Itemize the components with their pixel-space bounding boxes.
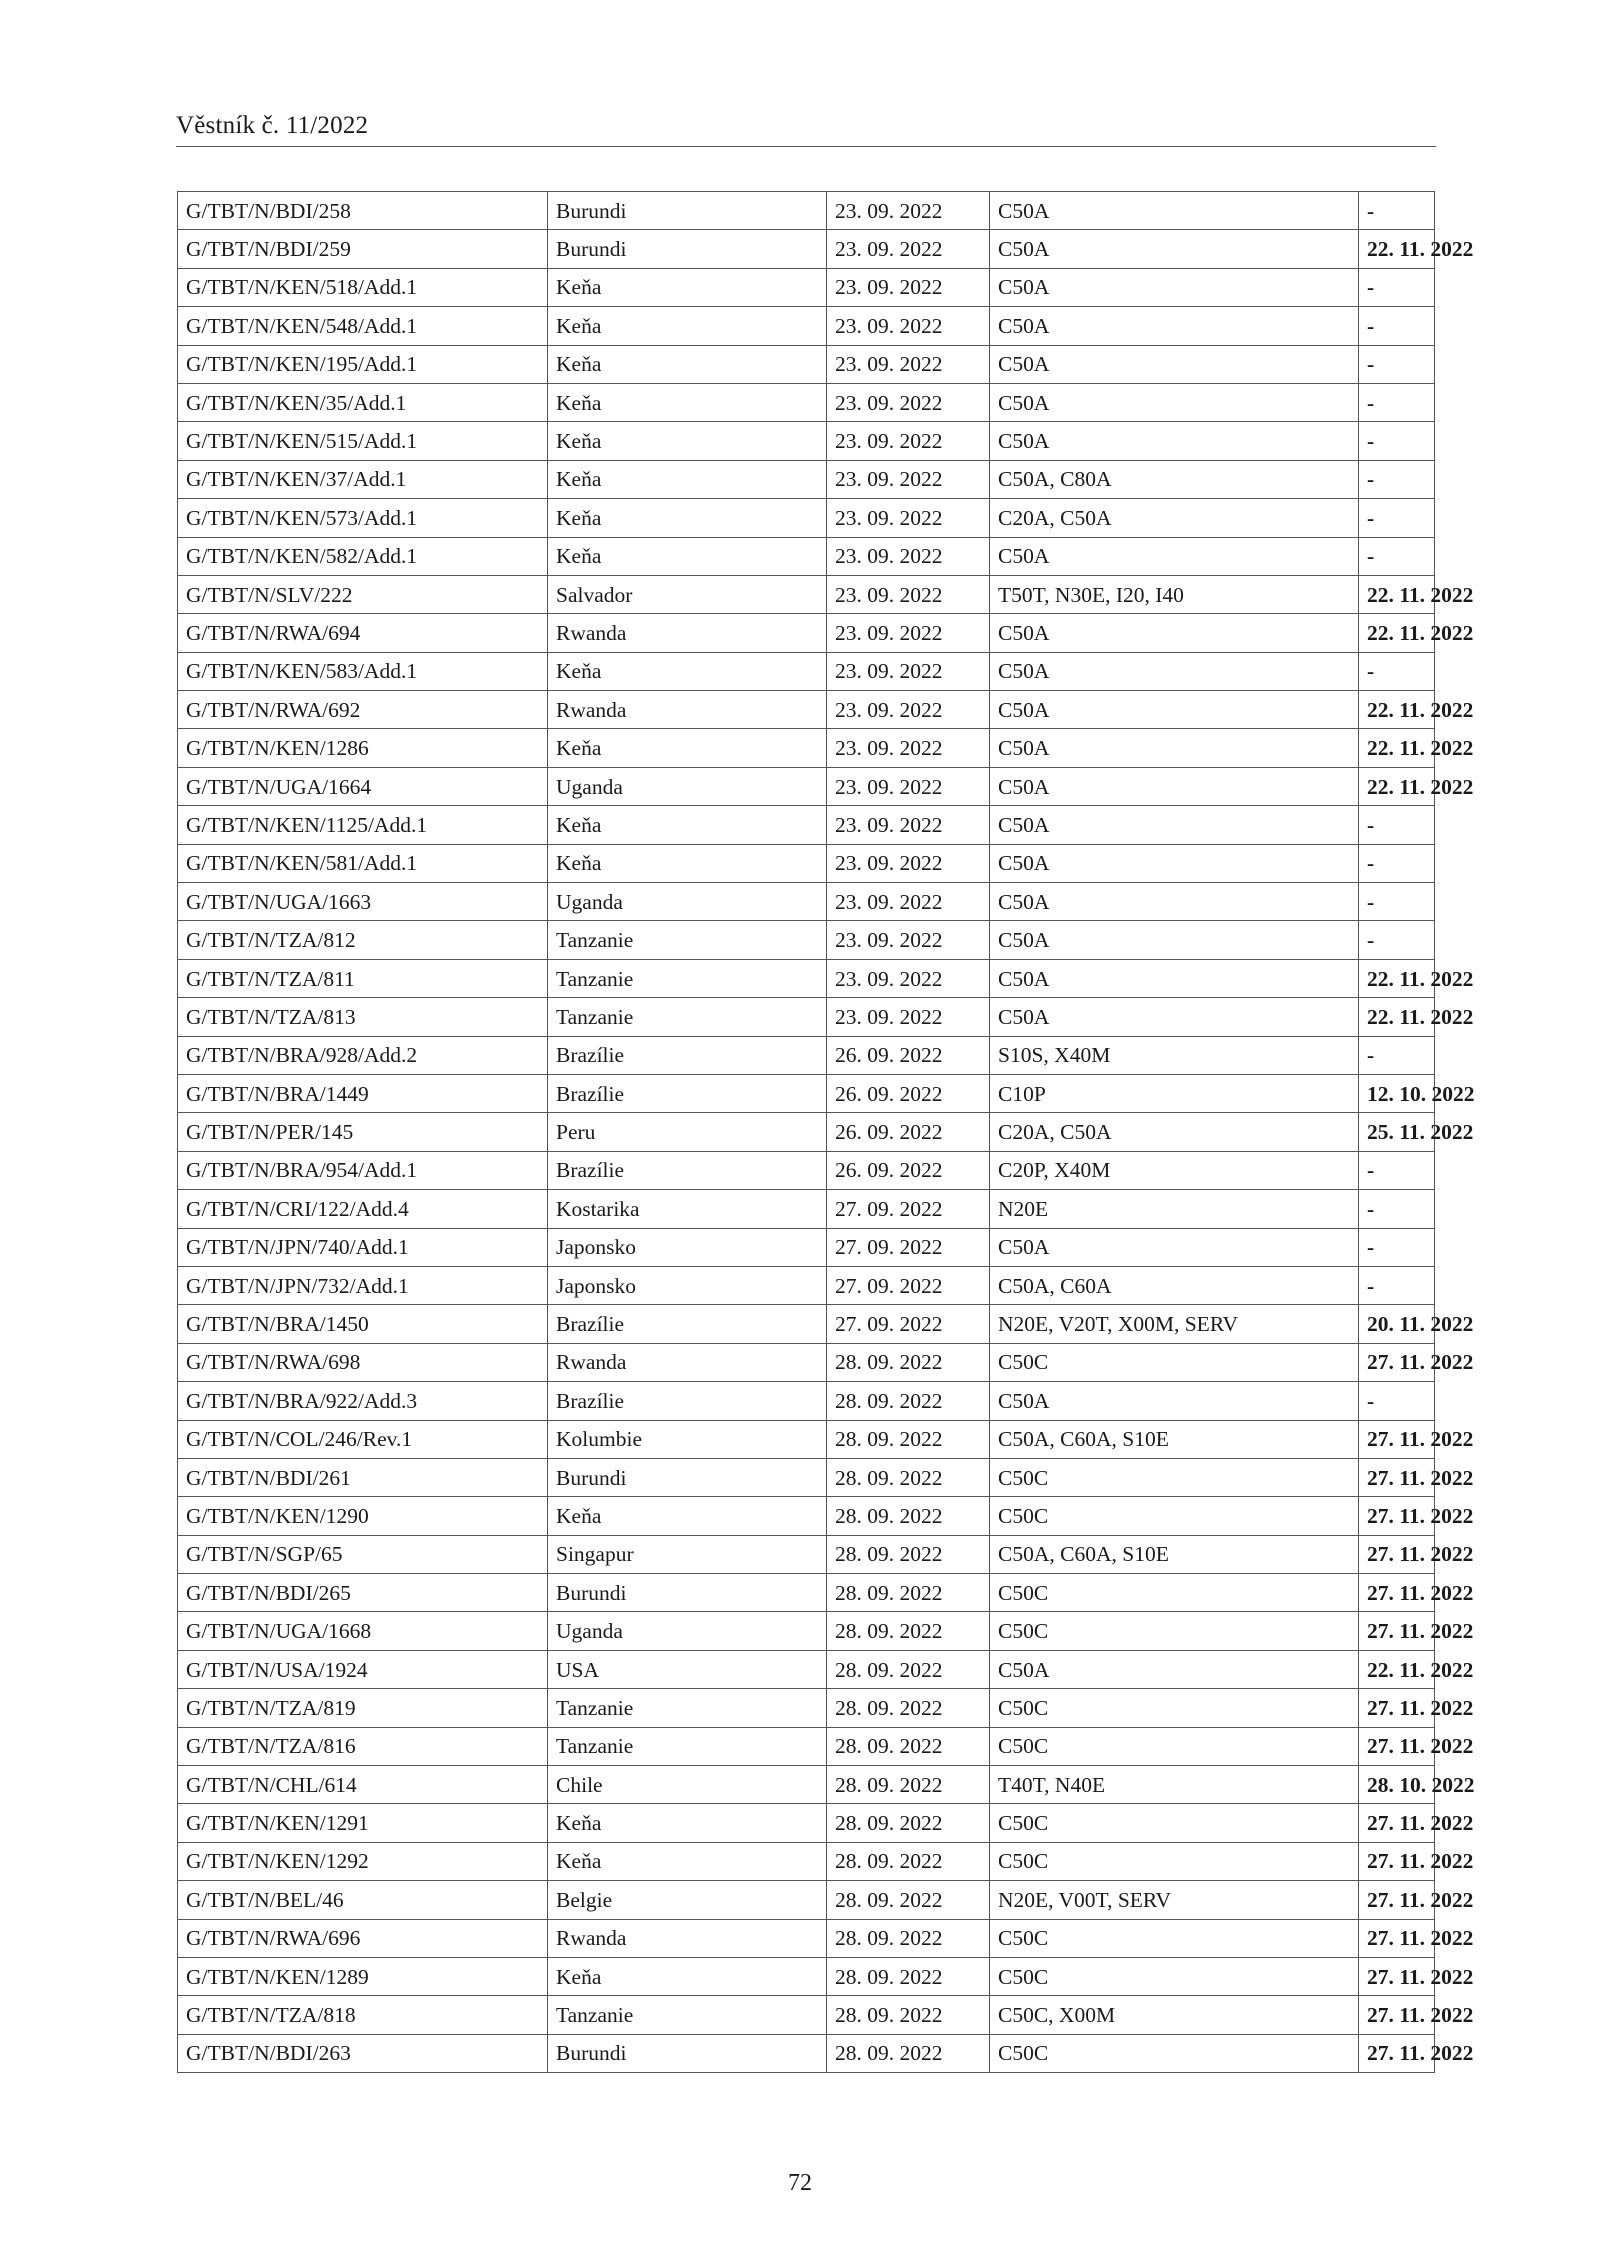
country-cell: Brazílie (548, 1036, 827, 1074)
country-cell: Tanzanie (548, 921, 827, 959)
table-row (178, 307, 1435, 345)
ics-code-cell: C50C (990, 1458, 1359, 1496)
country-cell: Burundi (548, 2034, 827, 2072)
notification-id-cell: G/TBT/N/TZA/813 (178, 998, 548, 1036)
country-cell: Keňa (548, 1497, 827, 1535)
country-cell: Brazílie (548, 1151, 827, 1189)
ics-code-cell: C50A (990, 691, 1359, 729)
notification-id-cell: G/TBT/N/RWA/696 (178, 1919, 548, 1957)
date-cell: 28. 09. 2022 (827, 1343, 990, 1381)
country-cell: Tanzanie (548, 1727, 827, 1765)
table-row (178, 1612, 1435, 1650)
country-cell: Brazílie (548, 1382, 827, 1420)
deadline-cell: - (1359, 499, 1435, 537)
table-row (178, 2034, 1435, 2072)
notification-id-cell: G/TBT/N/KEN/1286 (178, 729, 548, 767)
notification-id-cell: G/TBT/N/CHL/614 (178, 1766, 548, 1804)
date-cell: 23. 09. 2022 (827, 422, 990, 460)
deadline-cell: 27. 11. 2022 (1359, 1420, 1435, 1458)
deadline-cell: - (1359, 268, 1435, 306)
date-cell: 27. 09. 2022 (827, 1228, 990, 1266)
country-cell: Keňa (548, 307, 827, 345)
deadline-cell: 27. 11. 2022 (1359, 1842, 1435, 1880)
table-row (178, 959, 1435, 997)
country-cell: Tanzanie (548, 959, 827, 997)
table-row (178, 1343, 1435, 1381)
notification-id-cell: G/TBT/N/COL/246/Rev.1 (178, 1420, 548, 1458)
date-cell: 23. 09. 2022 (827, 844, 990, 882)
country-cell: Rwanda (548, 1919, 827, 1957)
deadline-cell: 27. 11. 2022 (1359, 1343, 1435, 1381)
deadline-cell: 27. 11. 2022 (1359, 1458, 1435, 1496)
table-row (178, 1151, 1435, 1189)
ics-code-cell: C50C (990, 1842, 1359, 1880)
ics-code-cell: C20A, C50A (990, 499, 1359, 537)
deadline-cell: 27. 11. 2022 (1359, 1919, 1435, 1957)
notification-id-cell: G/TBT/N/TZA/818 (178, 1996, 548, 2034)
table-row (178, 1458, 1435, 1496)
country-cell: Keňa (548, 1842, 827, 1880)
country-cell: Keňa (548, 652, 827, 690)
ics-code-cell: C50C (990, 2034, 1359, 2072)
deadline-cell: 27. 11. 2022 (1359, 1804, 1435, 1842)
deadline-cell: - (1359, 1036, 1435, 1074)
notification-id-cell: G/TBT/N/TZA/811 (178, 959, 548, 997)
table-row (178, 268, 1435, 306)
country-cell: Keňa (548, 806, 827, 844)
table-row (178, 921, 1435, 959)
deadline-cell: 22. 11. 2022 (1359, 614, 1435, 652)
table-row (178, 1382, 1435, 1420)
notification-id-cell: G/TBT/N/BDI/265 (178, 1574, 548, 1612)
ics-code-cell: T50T, N30E, I20, I40 (990, 575, 1359, 613)
table-row (178, 883, 1435, 921)
country-cell: Belgie (548, 1881, 827, 1919)
ics-code-cell: C50A (990, 614, 1359, 652)
date-cell: 23. 09. 2022 (827, 729, 990, 767)
date-cell: 28. 09. 2022 (827, 1535, 990, 1573)
notification-id-cell: G/TBT/N/KEN/518/Add.1 (178, 268, 548, 306)
notification-id-cell: G/TBT/N/KEN/581/Add.1 (178, 844, 548, 882)
date-cell: 28. 09. 2022 (827, 1996, 990, 2034)
deadline-cell: - (1359, 460, 1435, 498)
country-cell: Keňa (548, 729, 827, 767)
deadline-cell: 22. 11. 2022 (1359, 959, 1435, 997)
table-row (178, 1919, 1435, 1957)
table-row (178, 575, 1435, 613)
notification-id-cell: G/TBT/N/KEN/195/Add.1 (178, 345, 548, 383)
notification-id-cell: G/TBT/N/BDI/258 (178, 192, 548, 230)
date-cell: 26. 09. 2022 (827, 1074, 990, 1112)
country-cell: Singapur (548, 1535, 827, 1573)
deadline-cell: - (1359, 383, 1435, 421)
date-cell: 28. 09. 2022 (827, 1574, 990, 1612)
notification-id-cell: G/TBT/N/SLV/222 (178, 575, 548, 613)
date-cell: 28. 09. 2022 (827, 1689, 990, 1727)
table-row (178, 691, 1435, 729)
table-row (178, 192, 1435, 230)
table-row (178, 1842, 1435, 1880)
ics-code-cell: C50A (990, 383, 1359, 421)
date-cell: 23. 09. 2022 (827, 998, 990, 1036)
deadline-cell: - (1359, 921, 1435, 959)
date-cell: 28. 09. 2022 (827, 1727, 990, 1765)
notification-id-cell: G/TBT/N/BRA/1449 (178, 1074, 548, 1112)
ics-code-cell: C50A, C60A, S10E (990, 1535, 1359, 1573)
ics-code-cell: C50A (990, 192, 1359, 230)
deadline-cell: - (1359, 883, 1435, 921)
deadline-cell: 27. 11. 2022 (1359, 1689, 1435, 1727)
deadline-cell: 12. 10. 2022 (1359, 1074, 1435, 1112)
table-row (178, 1113, 1435, 1151)
table-row (178, 1420, 1435, 1458)
ics-code-cell: C50A (990, 537, 1359, 575)
ics-code-cell: N20E (990, 1190, 1359, 1228)
country-cell: Brazílie (548, 1305, 827, 1343)
date-cell: 28. 09. 2022 (827, 2034, 990, 2072)
ics-code-cell: N20E, V00T, SERV (990, 1881, 1359, 1919)
ics-code-cell: C50C (990, 1804, 1359, 1842)
ics-code-cell: C50A (990, 921, 1359, 959)
deadline-cell: 28. 10. 2022 (1359, 1766, 1435, 1804)
notification-id-cell: G/TBT/N/SGP/65 (178, 1535, 548, 1573)
date-cell: 28. 09. 2022 (827, 1766, 990, 1804)
ics-code-cell: C50A (990, 998, 1359, 1036)
notification-id-cell: G/TBT/N/KEN/37/Add.1 (178, 460, 548, 498)
table-row (178, 383, 1435, 421)
deadline-cell: - (1359, 1190, 1435, 1228)
notification-id-cell: G/TBT/N/BDI/259 (178, 230, 548, 268)
notification-id-cell: G/TBT/N/KEN/35/Add.1 (178, 383, 548, 421)
table-row (178, 1996, 1435, 2034)
deadline-cell: 27. 11. 2022 (1359, 1574, 1435, 1612)
page-number: 72 (788, 2170, 812, 2196)
table-row (178, 345, 1435, 383)
ics-code-cell: C50A (990, 729, 1359, 767)
table-row (178, 1036, 1435, 1074)
table-body (178, 192, 1475, 2073)
date-cell: 28. 09. 2022 (827, 1804, 990, 1842)
date-cell: 23. 09. 2022 (827, 614, 990, 652)
ics-code-cell: C50C (990, 1574, 1359, 1612)
date-cell: 27. 09. 2022 (827, 1190, 990, 1228)
date-cell: 23. 09. 2022 (827, 691, 990, 729)
ics-code-cell: C50A (990, 652, 1359, 690)
table-row (178, 1727, 1435, 1765)
page-header (176, 112, 1436, 147)
table-row (178, 1074, 1435, 1112)
ics-code-cell: C50A, C60A (990, 1266, 1359, 1304)
table-row (178, 1266, 1435, 1304)
table-row (178, 230, 1435, 268)
ics-code-cell: C20P, X40M (990, 1151, 1359, 1189)
date-cell: 28. 09. 2022 (827, 1420, 990, 1458)
notification-id-cell: G/TBT/N/KEN/1291 (178, 1804, 548, 1842)
deadline-cell: 22. 11. 2022 (1359, 767, 1435, 805)
date-cell: 28. 09. 2022 (827, 1957, 990, 1995)
date-cell: 23. 09. 2022 (827, 652, 990, 690)
deadline-cell: 27. 11. 2022 (1359, 1996, 1435, 2034)
date-cell: 23. 09. 2022 (827, 268, 990, 306)
country-cell: Keňa (548, 1957, 827, 1995)
ics-code-cell: C50A (990, 1382, 1359, 1420)
country-cell: Salvador (548, 575, 827, 613)
table-row (178, 998, 1435, 1036)
ics-code-cell: C50C (990, 1919, 1359, 1957)
ics-code-cell: T40T, N40E (990, 1766, 1359, 1804)
ics-code-cell: C50A (990, 230, 1359, 268)
table-row (178, 460, 1435, 498)
notification-id-cell: G/TBT/N/KEN/1292 (178, 1842, 548, 1880)
ics-code-cell: C50A (990, 268, 1359, 306)
date-cell: 23. 09. 2022 (827, 499, 990, 537)
ics-code-cell: C50C (990, 1343, 1359, 1381)
notification-id-cell: G/TBT/N/KEN/1290 (178, 1497, 548, 1535)
deadline-cell: - (1359, 1228, 1435, 1266)
country-cell: Keňa (548, 844, 827, 882)
notification-id-cell: G/TBT/N/BEL/46 (178, 1881, 548, 1919)
deadline-cell: - (1359, 345, 1435, 383)
notification-id-cell: G/TBT/N/KEN/1289 (178, 1957, 548, 1995)
notification-id-cell: G/TBT/N/TZA/812 (178, 921, 548, 959)
deadline-cell: 22. 11. 2022 (1359, 691, 1435, 729)
deadline-cell: 27. 11. 2022 (1359, 1497, 1435, 1535)
country-cell: Chile (548, 1766, 827, 1804)
country-cell: Uganda (548, 767, 827, 805)
country-cell: Burundi (548, 192, 827, 230)
notification-id-cell: G/TBT/N/RWA/692 (178, 691, 548, 729)
deadline-cell: 22. 11. 2022 (1359, 575, 1435, 613)
table-row (178, 1766, 1435, 1804)
ics-code-cell: C20A, C50A (990, 1113, 1359, 1151)
table-row (178, 767, 1435, 805)
deadline-cell: 22. 11. 2022 (1359, 729, 1435, 767)
ics-code-cell: C50A (990, 1228, 1359, 1266)
table-row (178, 1190, 1435, 1228)
page-title: Věstník č. 11/2022 (176, 112, 369, 139)
country-cell: Kolumbie (548, 1420, 827, 1458)
table-row (178, 614, 1435, 652)
deadline-cell: 27. 11. 2022 (1359, 1727, 1435, 1765)
notification-id-cell: G/TBT/N/BRA/928/Add.2 (178, 1036, 548, 1074)
country-cell: Peru (548, 1113, 827, 1151)
notification-id-cell: G/TBT/N/BDI/261 (178, 1458, 548, 1496)
date-cell: 23. 09. 2022 (827, 537, 990, 575)
notification-id-cell: G/TBT/N/BRA/1450 (178, 1305, 548, 1343)
table-row (178, 1574, 1435, 1612)
date-cell: 28. 09. 2022 (827, 1650, 990, 1688)
date-cell: 23. 09. 2022 (827, 345, 990, 383)
table-row (178, 1650, 1435, 1688)
deadline-cell: - (1359, 1382, 1435, 1420)
date-cell: 23. 09. 2022 (827, 806, 990, 844)
ics-code-cell: S10S, X40M (990, 1036, 1359, 1074)
table-row (178, 499, 1435, 537)
deadline-cell: 22. 11. 2022 (1359, 998, 1435, 1036)
notification-id-cell: G/TBT/N/RWA/698 (178, 1343, 548, 1381)
table-row (178, 729, 1435, 767)
deadline-cell: - (1359, 1151, 1435, 1189)
country-cell: Tanzanie (548, 998, 827, 1036)
date-cell: 23. 09. 2022 (827, 307, 990, 345)
notification-id-cell: G/TBT/N/KEN/573/Add.1 (178, 499, 548, 537)
table-row (178, 1305, 1435, 1343)
date-cell: 23. 09. 2022 (827, 883, 990, 921)
notification-id-cell: G/TBT/N/KEN/515/Add.1 (178, 422, 548, 460)
table-row (178, 537, 1435, 575)
country-cell: Rwanda (548, 1343, 827, 1381)
deadline-cell: 20. 11. 2022 (1359, 1305, 1435, 1343)
table-row (178, 1881, 1435, 1919)
country-cell: Keňa (548, 1804, 827, 1842)
notification-id-cell: G/TBT/N/BRA/922/Add.3 (178, 1382, 548, 1420)
country-cell: Burundi (548, 230, 827, 268)
deadline-cell: 27. 11. 2022 (1359, 1612, 1435, 1650)
ics-code-cell: C50A, C80A (990, 460, 1359, 498)
notification-id-cell: G/TBT/N/UGA/1668 (178, 1612, 548, 1650)
date-cell: 23. 09. 2022 (827, 230, 990, 268)
date-cell: 26. 09. 2022 (827, 1036, 990, 1074)
ics-code-cell: C50C (990, 1497, 1359, 1535)
ics-code-cell: C50A (990, 1650, 1359, 1688)
ics-code-cell: C50C (990, 1612, 1359, 1650)
ics-code-cell: C50C (990, 1727, 1359, 1765)
table-row (178, 844, 1435, 882)
deadline-cell: 22. 11. 2022 (1359, 230, 1435, 268)
country-cell: Uganda (548, 883, 827, 921)
notification-id-cell: G/TBT/N/CRI/122/Add.4 (178, 1190, 548, 1228)
notification-id-cell: G/TBT/N/TZA/819 (178, 1689, 548, 1727)
date-cell: 27. 09. 2022 (827, 1305, 990, 1343)
ics-code-cell: C50C (990, 1689, 1359, 1727)
country-cell: Rwanda (548, 614, 827, 652)
deadline-cell: 27. 11. 2022 (1359, 2034, 1435, 2072)
country-cell: Keňa (548, 460, 827, 498)
notification-id-cell: G/TBT/N/JPN/740/Add.1 (178, 1228, 548, 1266)
country-cell: Burundi (548, 1458, 827, 1496)
notification-id-cell: G/TBT/N/RWA/694 (178, 614, 548, 652)
country-cell: Japonsko (548, 1266, 827, 1304)
notification-id-cell: G/TBT/N/JPN/732/Add.1 (178, 1266, 548, 1304)
deadline-cell: - (1359, 1266, 1435, 1304)
country-cell: Japonsko (548, 1228, 827, 1266)
country-cell: Keňa (548, 268, 827, 306)
date-cell: 26. 09. 2022 (827, 1113, 990, 1151)
deadline-cell: - (1359, 422, 1435, 460)
date-cell: 23. 09. 2022 (827, 921, 990, 959)
date-cell: 23. 09. 2022 (827, 460, 990, 498)
deadline-cell: - (1359, 844, 1435, 882)
country-cell: Keňa (548, 383, 827, 421)
ics-code-cell: N20E, V20T, X00M, SERV (990, 1305, 1359, 1343)
notification-id-cell: G/TBT/N/BDI/263 (178, 2034, 548, 2072)
ics-code-cell: C50C, X00M (990, 1996, 1359, 2034)
ics-code-cell: C10P (990, 1074, 1359, 1112)
table-row (178, 806, 1435, 844)
deadline-cell: - (1359, 192, 1435, 230)
deadline-cell: 25. 11. 2022 (1359, 1113, 1435, 1151)
ics-code-cell: C50A, C60A, S10E (990, 1420, 1359, 1458)
date-cell: 27. 09. 2022 (827, 1266, 990, 1304)
date-cell: 23. 09. 2022 (827, 192, 990, 230)
notification-id-cell: G/TBT/N/KEN/1125/Add.1 (178, 806, 548, 844)
country-cell: Tanzanie (548, 1689, 827, 1727)
ics-code-cell: C50A (990, 959, 1359, 997)
deadline-cell: 27. 11. 2022 (1359, 1535, 1435, 1573)
ics-code-cell: C50A (990, 307, 1359, 345)
country-cell: Tanzanie (548, 1996, 827, 2034)
table-row (178, 652, 1435, 690)
ics-code-cell: C50A (990, 422, 1359, 460)
table-row (178, 1957, 1435, 1995)
deadline-cell: - (1359, 307, 1435, 345)
ics-code-cell: C50A (990, 345, 1359, 383)
notification-id-cell: G/TBT/N/KEN/583/Add.1 (178, 652, 548, 690)
deadline-cell: - (1359, 537, 1435, 575)
date-cell: 28. 09. 2022 (827, 1842, 990, 1880)
ics-code-cell: C50A (990, 806, 1359, 844)
date-cell: 23. 09. 2022 (827, 575, 990, 613)
table-row (178, 1804, 1435, 1842)
country-cell: Rwanda (548, 691, 827, 729)
date-cell: 28. 09. 2022 (827, 1612, 990, 1650)
table-row (178, 422, 1435, 460)
country-cell: Brazílie (548, 1074, 827, 1112)
country-cell: Keňa (548, 537, 827, 575)
country-cell: Uganda (548, 1612, 827, 1650)
notification-id-cell: G/TBT/N/BRA/954/Add.1 (178, 1151, 548, 1189)
country-cell: Burundi (548, 1574, 827, 1612)
date-cell: 28. 09. 2022 (827, 1458, 990, 1496)
notification-id-cell: G/TBT/N/KEN/582/Add.1 (178, 537, 548, 575)
date-cell: 23. 09. 2022 (827, 383, 990, 421)
table-row (178, 1228, 1435, 1266)
date-cell: 23. 09. 2022 (827, 959, 990, 997)
country-cell: Kostarika (548, 1190, 827, 1228)
date-cell: 28. 09. 2022 (827, 1497, 990, 1535)
ics-code-cell: C50A (990, 844, 1359, 882)
table-row (178, 1497, 1435, 1535)
ics-code-cell: C50A (990, 767, 1359, 805)
date-cell: 26. 09. 2022 (827, 1151, 990, 1189)
date-cell: 23. 09. 2022 (827, 767, 990, 805)
notification-id-cell: G/TBT/N/UGA/1664 (178, 767, 548, 805)
deadline-cell: 27. 11. 2022 (1359, 1881, 1435, 1919)
ics-code-cell: C50A (990, 883, 1359, 921)
notification-id-cell: G/TBT/N/USA/1924 (178, 1650, 548, 1688)
country-cell: Keňa (548, 345, 827, 383)
table-row (178, 1535, 1435, 1573)
deadline-cell: - (1359, 806, 1435, 844)
deadline-cell: - (1359, 652, 1435, 690)
ics-code-cell: C50C (990, 1957, 1359, 1995)
date-cell: 28. 09. 2022 (827, 1382, 990, 1420)
country-cell: USA (548, 1650, 827, 1688)
notification-id-cell: G/TBT/N/PER/145 (178, 1113, 548, 1151)
deadline-cell: 22. 11. 2022 (1359, 1650, 1435, 1688)
notification-id-cell: G/TBT/N/KEN/548/Add.1 (178, 307, 548, 345)
notification-id-cell: G/TBT/N/TZA/816 (178, 1727, 548, 1765)
notification-id-cell: G/TBT/N/UGA/1663 (178, 883, 548, 921)
country-cell: Keňa (548, 499, 827, 537)
date-cell: 28. 09. 2022 (827, 1881, 990, 1919)
table-row (178, 1689, 1435, 1727)
deadline-cell: 27. 11. 2022 (1359, 1957, 1435, 1995)
notifications-table (177, 191, 1475, 2073)
country-cell: Keňa (548, 422, 827, 460)
date-cell: 28. 09. 2022 (827, 1919, 990, 1957)
